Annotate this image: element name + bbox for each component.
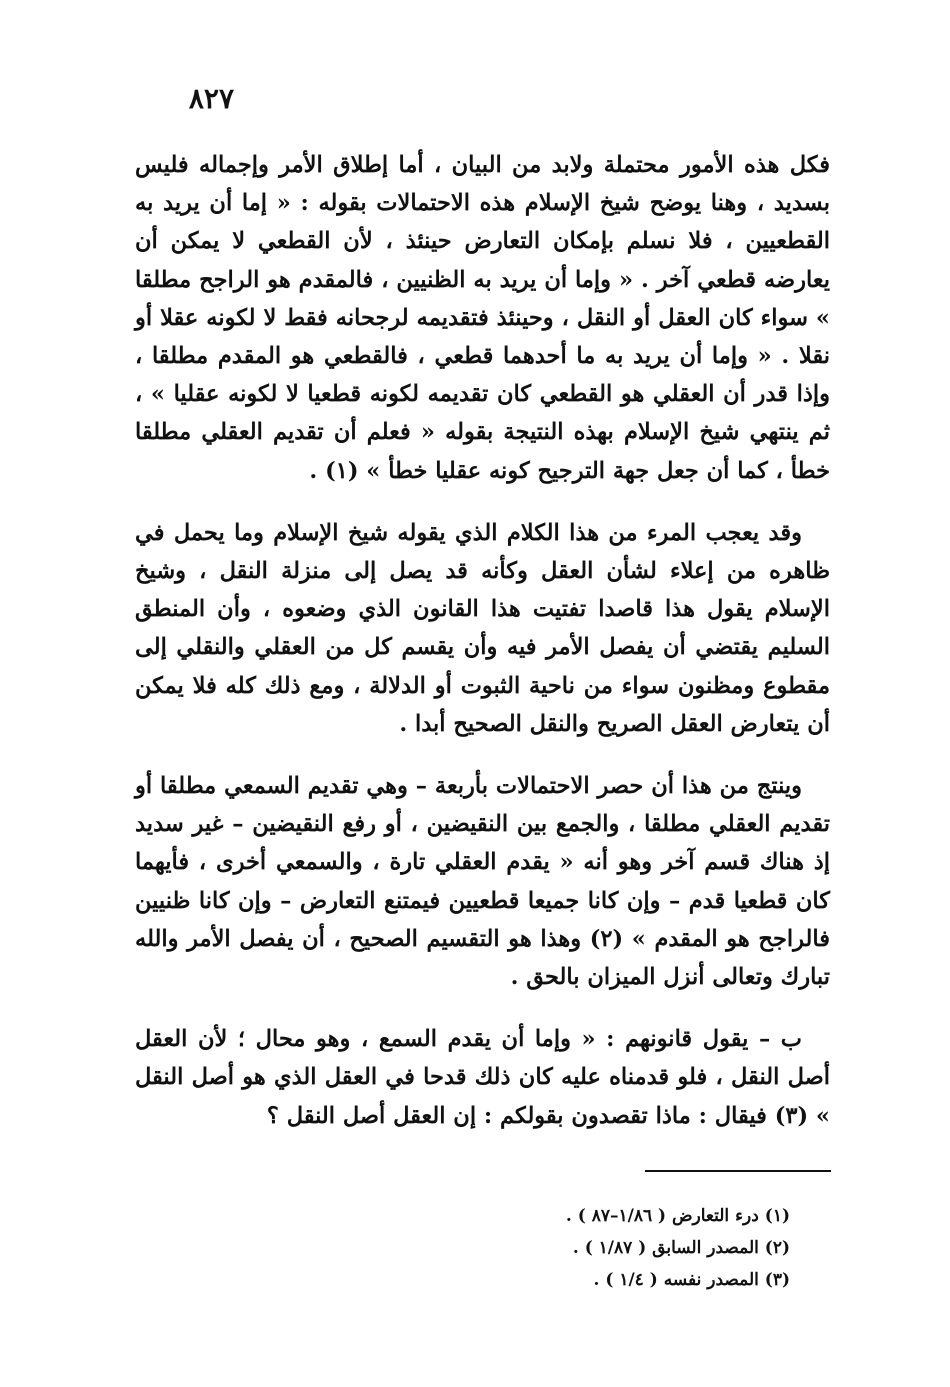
footnote-1: (١) درء التعارض ( ١/٨٦–٨٧ ) . xyxy=(565,1206,790,1226)
paragraph-3: وينتج من هذا أن حصر الاحتمالات بأربعة – وهي تقديم السمعي مطلقا أو تقديم العقلي مطلقا ، والجمع بين النقيضين ، أو رفع النقيضين – غير سديد إذ هناك قسم آخر وهو أنه « يقدم العقلي تارة ، والسمعي أخرى ، فأيهما كان قطعيا قدم – وإن كانا جميعا قطعيين فيمتنع التعارض – وإن كانا ظنيين فالراجح هو المقدم » (٢) وهذا هو التقسيم الصحيح ، أن يفصل الأمر والله تبارك وتعالى أنزل الميزان بالحق . xyxy=(135,773,830,991)
paragraph-4: ب – يقول قانونهم : « وإما أن يقدم السمع ، وهو محال ؛ لأن العقل أصل النقل ، فلو قدمناه عليه كان ذلك قدحا في العقل الذي هو أصل النقل » (٣) فيقال : ماذا تقصدون بقولكم : إن العقل أصل النقل ؟ xyxy=(135,1026,830,1129)
footnote-3: (٣) المصدر نفسه ( ١/٤ ) . xyxy=(593,1270,790,1290)
footnote-divider xyxy=(645,1170,831,1172)
page-number: ٨٢٧ xyxy=(188,82,234,115)
footnotes xyxy=(370,1200,790,1296)
footnote-2: (٢) المصدر السابق ( ١/٨٧ ) . xyxy=(572,1238,790,1258)
paragraph-1: فكل هذه الأمور محتملة ولابد من البيان ، أما إطلاق الأمر وإجماله فليس بسديد ، وهنا يوضح شيخ الإسلام هذه الاحتمالات بقوله : « إما أن يريد به القطعيين ، فلا نسلم بإمكان التعارض حينئذ ، لأن القطعي لا يمكن أن يعارضه قطعي آخر . « وإما أن يريد به الظنيين ، فالمقدم هو الراجح مطلقا » سواء كان العقل أو النقل ، وحينئذ فتقديمه لرجحانه فقط لا لكونه عقلا أو نقلا . « وإما أن يريد به ما أحدهما قطعي ، فالقطعي هو المقدم مطلقا ، وإذا قدر أن العقلي هو القطعي كان تقديمه لكونه قطعيا لا لكونه عقليا » ، ثم ينتهي شيخ الإسلام بهذه النتيجة بقوله « فعلم أن تقديم العقلي مطلقا خطأ ، كما أن جعل جهة الترجيح كونه عقليا خطأ » (١) . xyxy=(135,152,830,484)
paragraph-2: وقد يعجب المرء من هذا الكلام الذي يقوله شيخ الإسلام وما يحمل في ظاهره من إعلاء لشأن العقل وكأنه قد يصل إلى منزلة النقل ، وشيخ الإسلام يقول هذا قاصدا تفتيت هذا القانون الذي وضعوه ، وأن المنطق السليم يقتضي أن يفصل الأمر فيه وأن يقسم كل من العقلي والنقلي إلى مقطوع ومظنون سواء من ناحية الثبوت أو الدلالة ، ومع ذلك كله فلا يمكن أن يتعارض العقل الصريح والنقل الصحيح أبدا . xyxy=(135,519,830,737)
main-text xyxy=(135,146,830,1159)
